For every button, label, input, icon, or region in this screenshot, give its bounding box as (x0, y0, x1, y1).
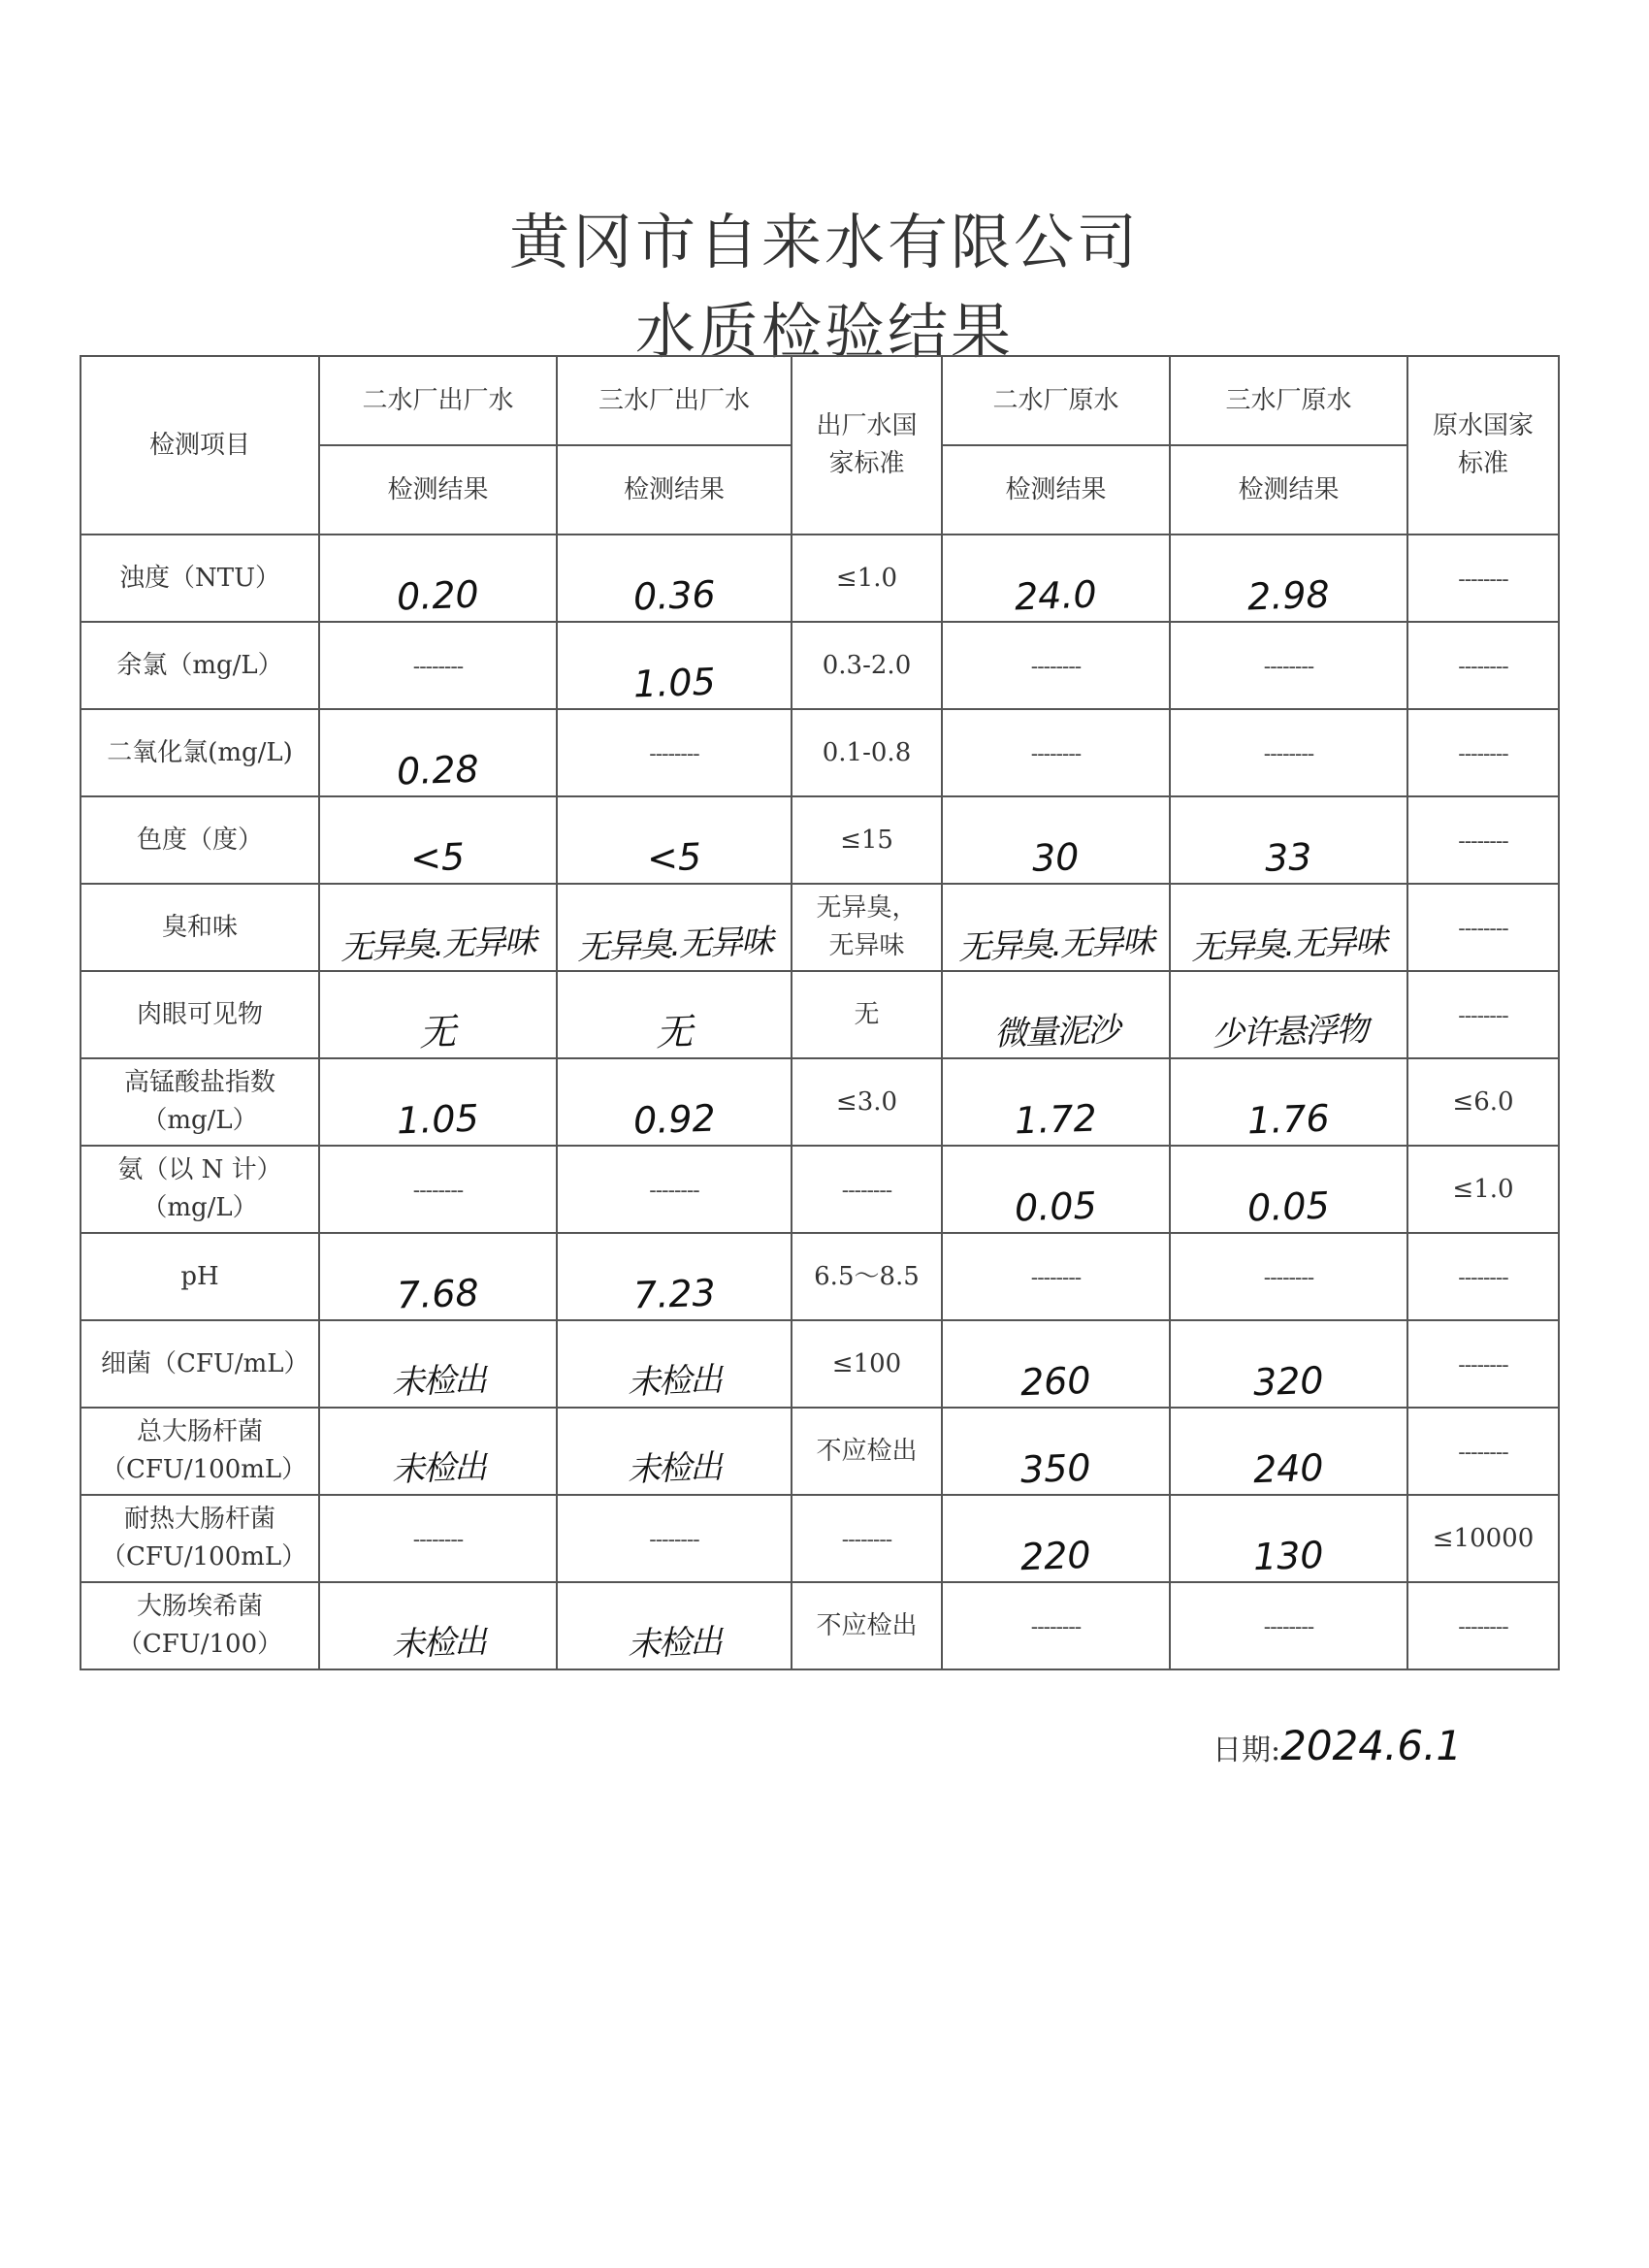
handwritten-result: 1.05 (396, 1096, 480, 1142)
cell-c1 (319, 796, 557, 884)
cell-item (81, 1320, 319, 1408)
handwritten-result: 未检出 (390, 1359, 486, 1403)
cell-c5 (1170, 1408, 1407, 1495)
cell-c5 (1170, 884, 1407, 971)
handwritten-result: 未检出 (627, 1621, 722, 1665)
cell-item (81, 971, 319, 1058)
cell-raw_std (1407, 971, 1559, 1058)
cell-raw_std (1407, 796, 1559, 884)
cell-c2 (557, 796, 792, 884)
cell-raw_std (1407, 1408, 1559, 1495)
cell-c4 (942, 1408, 1170, 1495)
handwritten-result: <5 (409, 834, 467, 880)
cell-std (792, 709, 942, 796)
table-row (81, 971, 1559, 1058)
empty-dash: -------- (1030, 741, 1082, 766)
cell-c5 (1170, 622, 1407, 709)
empty-dash: -------- (412, 654, 464, 679)
cell-c1 (319, 622, 557, 709)
handwritten-result: 1.05 (631, 660, 717, 705)
standard-value: 6.5～8.5 (814, 1261, 920, 1291)
cell-c2 (557, 1495, 792, 1582)
empty-dash: -------- (412, 1527, 464, 1552)
cell-c2 (557, 1058, 792, 1146)
cell-c5 (1170, 1320, 1407, 1408)
empty-dash: -------- (1263, 741, 1314, 766)
empty-dash: -------- (412, 1178, 464, 1203)
item-label: 大肠埃希菌（CFU/100） (116, 1592, 283, 1659)
item-label: 高锰酸盐指数（mg/L） (123, 1068, 275, 1135)
empty-dash: -------- (841, 1178, 892, 1203)
header-plant3-outlet: 三水厂出厂水 (557, 356, 792, 445)
header-result-2: 检测结果 (557, 445, 792, 535)
cell-item (81, 622, 319, 709)
cell-raw_std (1407, 1146, 1559, 1233)
item-label: 臭和味 (161, 912, 238, 942)
empty-dash: -------- (1458, 828, 1508, 854)
cell-c1 (319, 971, 557, 1058)
cell-c2 (557, 709, 792, 796)
cell-c5 (1170, 1146, 1407, 1233)
cell-c1 (319, 1320, 557, 1408)
cell-std (792, 535, 942, 622)
handwritten-result: 0.05 (1014, 1183, 1098, 1229)
item-label: 总大肠杆菌（CFU/100mL） (101, 1417, 307, 1484)
cell-c1 (319, 1582, 557, 1669)
cell-c4 (942, 1320, 1170, 1408)
cell-c5 (1170, 535, 1407, 622)
cell-item (81, 709, 319, 796)
handwritten-result: 0.20 (396, 572, 480, 618)
standard-value: ≤10000 (1432, 1523, 1535, 1553)
empty-dash: -------- (649, 741, 699, 766)
standard-value: ≤1.0 (1452, 1174, 1514, 1204)
standard-value: ≤6.0 (1452, 1086, 1514, 1117)
handwritten-result: 7.68 (396, 1271, 480, 1316)
cell-c5 (1170, 971, 1407, 1058)
cell-c4 (942, 709, 1170, 796)
handwritten-result: 无异臭.无异味 (957, 922, 1154, 967)
cell-std (792, 1146, 942, 1233)
cell-item (81, 1582, 319, 1669)
header-result-4: 检测结果 (942, 445, 1170, 535)
cell-std (792, 1058, 942, 1146)
cell-item (81, 535, 319, 622)
standard-value: ≤100 (831, 1348, 902, 1378)
standard-value: 无异臭，无异味 (816, 893, 918, 960)
handwritten-result: 2.98 (1246, 572, 1331, 618)
cell-std (792, 1582, 942, 1669)
cell-c2 (557, 1320, 792, 1408)
table-row (81, 709, 1559, 796)
cell-c4 (942, 535, 1170, 622)
report-date (1212, 1722, 1462, 1769)
cell-std (792, 1320, 942, 1408)
item-label: 肉眼可见物 (136, 999, 263, 1029)
empty-dash: -------- (649, 1527, 699, 1552)
standard-value: ≤3.0 (835, 1086, 898, 1117)
handwritten-result: 未检出 (390, 1446, 486, 1490)
handwritten-result: 320 (1252, 1358, 1325, 1404)
cell-c2 (557, 1146, 792, 1233)
empty-dash: -------- (1030, 654, 1082, 679)
handwritten-result: 24.0 (1014, 572, 1098, 618)
cell-raw_std (1407, 884, 1559, 971)
cell-c1 (319, 1058, 557, 1146)
cell-item (81, 884, 319, 971)
handwritten-result: 33 (1264, 834, 1313, 880)
table-row (81, 1582, 1559, 1669)
handwritten-result: 无异臭.无异味 (1190, 922, 1387, 967)
date-label: 日期: (1212, 1733, 1281, 1767)
empty-dash: -------- (1458, 567, 1508, 592)
table-row (81, 884, 1559, 971)
cell-c4 (942, 971, 1170, 1058)
item-label: 细菌（CFU/mL） (101, 1348, 309, 1378)
cell-std (792, 1495, 942, 1582)
cell-c4 (942, 1233, 1170, 1320)
cell-c4 (942, 622, 1170, 709)
handwritten-result: 无异臭.无异味 (340, 922, 536, 967)
handwritten-result: 0.28 (396, 747, 480, 793)
cell-std (792, 1408, 942, 1495)
empty-dash: -------- (649, 1178, 699, 1203)
item-label: 氨（以 N 计）（mg/L） (117, 1155, 282, 1222)
cell-item (81, 1233, 319, 1320)
cell-raw_std (1407, 1495, 1559, 1582)
header-item: 检测项目 (81, 356, 319, 535)
handwritten-result: 未检出 (627, 1446, 722, 1490)
cell-c1 (319, 1233, 557, 1320)
item-label: 浊度（NTU） (118, 563, 280, 593)
table-row (81, 535, 1559, 622)
cell-item (81, 1058, 319, 1146)
cell-c5 (1170, 1233, 1407, 1320)
handwritten-result: 未检出 (627, 1359, 722, 1403)
table-row (81, 1146, 1559, 1233)
handwritten-result: 未检出 (390, 1621, 486, 1665)
handwritten-result: 无异臭.无异味 (575, 922, 773, 967)
empty-dash: -------- (1458, 1265, 1508, 1290)
cell-raw_std (1407, 1058, 1559, 1146)
cell-raw_std (1407, 1320, 1559, 1408)
empty-dash: -------- (1263, 1265, 1314, 1290)
handwritten-result: 7.23 (631, 1271, 717, 1316)
cell-raw_std (1407, 622, 1559, 709)
handwritten-result: 无 (655, 1009, 694, 1054)
cell-c2 (557, 1233, 792, 1320)
empty-dash: -------- (1030, 1614, 1082, 1639)
handwritten-result: 260 (1019, 1358, 1092, 1404)
handwritten-result: 0.92 (631, 1096, 717, 1142)
cell-std (792, 622, 942, 709)
handwritten-result: 0.05 (1246, 1183, 1331, 1229)
table-row (81, 1058, 1559, 1146)
cell-raw_std (1407, 1582, 1559, 1669)
empty-dash: -------- (1458, 916, 1508, 941)
cell-c2 (557, 971, 792, 1058)
cell-raw_std (1407, 1233, 1559, 1320)
header-result-5: 检测结果 (1170, 445, 1407, 535)
cell-item (81, 1408, 319, 1495)
handwritten-result: 220 (1019, 1533, 1092, 1578)
handwritten-result: 130 (1252, 1533, 1325, 1578)
handwritten-result: 微量泥沙 (992, 1010, 1119, 1053)
header-outlet-standard: 出厂水国家标准 (792, 356, 942, 535)
handwritten-result: 350 (1019, 1445, 1092, 1491)
handwritten-result: <5 (646, 834, 702, 880)
cell-c1 (319, 1495, 557, 1582)
table-row (81, 1320, 1559, 1408)
item-label: pH (180, 1261, 219, 1291)
cell-item (81, 1146, 319, 1233)
cell-c4 (942, 796, 1170, 884)
results-table (80, 355, 1560, 1670)
handwritten-result: 少许悬浮物 (1210, 1009, 1368, 1054)
table-row (81, 1408, 1559, 1495)
empty-dash: -------- (1458, 741, 1508, 766)
cell-c1 (319, 884, 557, 971)
table-row (81, 796, 1559, 884)
cell-c4 (942, 1582, 1170, 1669)
empty-dash: -------- (1263, 654, 1314, 679)
cell-c2 (557, 884, 792, 971)
standard-value: 不应检出 (816, 1436, 918, 1466)
standard-value: 0.3-2.0 (822, 650, 912, 680)
cell-std (792, 1233, 942, 1320)
header-plant3-raw: 三水厂原水 (1170, 356, 1407, 445)
company-title: 黄冈市自来水有限公司 (508, 207, 1140, 277)
date-value: 2024.6.1 (1280, 1722, 1463, 1769)
cell-c1 (319, 1146, 557, 1233)
standard-value: 不应检出 (816, 1610, 918, 1640)
table-row (81, 1495, 1559, 1582)
empty-dash: -------- (1458, 1440, 1508, 1465)
cell-c4 (942, 1495, 1170, 1582)
cell-c2 (557, 622, 792, 709)
header-plant2-raw: 二水厂原水 (942, 356, 1170, 445)
cell-c1 (319, 1408, 557, 1495)
cell-c4 (942, 1058, 1170, 1146)
empty-dash: -------- (841, 1527, 892, 1552)
cell-c2 (557, 1408, 792, 1495)
cell-item (81, 1495, 319, 1582)
cell-std (792, 971, 942, 1058)
header-raw-standard: 原水国家标准 (1407, 356, 1559, 535)
item-label: 二氧化氯(mg/L) (107, 737, 293, 767)
cell-std (792, 884, 942, 971)
cell-c5 (1170, 709, 1407, 796)
cell-c1 (319, 535, 557, 622)
cell-c2 (557, 1582, 792, 1669)
empty-dash: -------- (1458, 1614, 1508, 1639)
cell-raw_std (1407, 709, 1559, 796)
item-label: 余氯（mg/L） (116, 650, 283, 680)
handwritten-result: 240 (1252, 1445, 1325, 1491)
empty-dash: -------- (1030, 1265, 1082, 1290)
table-row (81, 1233, 1559, 1320)
handwritten-result: 0.36 (631, 572, 717, 618)
cell-c4 (942, 1146, 1170, 1233)
handwritten-result: 1.72 (1014, 1096, 1098, 1142)
header-result-1: 检测结果 (319, 445, 557, 535)
cell-c5 (1170, 1495, 1407, 1582)
cell-c4 (942, 884, 1170, 971)
cell-c2 (557, 535, 792, 622)
cell-c5 (1170, 1582, 1407, 1669)
header-plant2-outlet: 二水厂出厂水 (319, 356, 557, 445)
cell-c1 (319, 709, 557, 796)
cell-std (792, 796, 942, 884)
cell-c5 (1170, 796, 1407, 884)
cell-raw_std (1407, 535, 1559, 622)
item-label: 色度（度） (136, 825, 263, 855)
cell-c5 (1170, 1058, 1407, 1146)
empty-dash: -------- (1458, 654, 1508, 679)
handwritten-result: 1.76 (1246, 1096, 1331, 1142)
empty-dash: -------- (1263, 1614, 1314, 1639)
standard-value: 0.1-0.8 (822, 737, 912, 767)
standard-value: 无 (854, 999, 880, 1029)
handwritten-result: 30 (1031, 834, 1081, 880)
empty-dash: -------- (1458, 1003, 1508, 1028)
cell-item (81, 796, 319, 884)
table-row (81, 622, 1559, 709)
standard-value: ≤1.0 (835, 563, 898, 593)
empty-dash: -------- (1458, 1352, 1508, 1377)
handwritten-result: 无 (418, 1009, 458, 1054)
report-title: 水质检验结果 (634, 296, 1014, 367)
standard-value: ≤15 (840, 825, 893, 855)
item-label: 耐热大肠杆菌（CFU/100mL） (101, 1505, 307, 1571)
